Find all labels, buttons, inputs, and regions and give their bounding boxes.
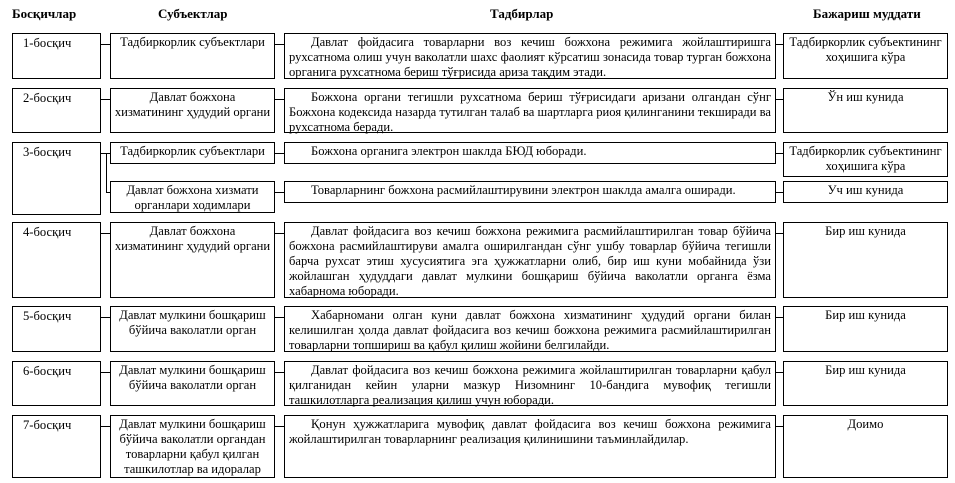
connector bbox=[275, 99, 284, 100]
stage-box: 5-босқич bbox=[12, 306, 101, 352]
connector bbox=[275, 192, 284, 193]
subject-box: Давлат божхона хизматининг ҳудудий органи bbox=[110, 88, 275, 133]
connector bbox=[776, 426, 783, 427]
action-box: Қонун ҳужжатларига мувофиқ давлат фойдасига воз кечиш божхона режимига жойлаштирилган товарларнинг реализация қилинишини таъминлайдилар. bbox=[284, 415, 776, 478]
deadline-box: Тадбиркорлик субъектининг хоҳишига кўра bbox=[783, 33, 948, 79]
header-deadline: Бажариш муддати bbox=[813, 6, 921, 21]
action-box: Давлат фойдасига воз кечиш божхона режимига расмийлаштирилган товар бўйича божхона расмийлаштируви амалга оширилгандан сўнг ушбу товарлар бўйича тегишли барча рухсат этиш хусусиятига эга ҳужжатларни олиб, бир иш куни мобайнида ўзи жойлашган ҳудуддаги давлат мулкини бошқариш бўйича ваколатли органга ёзма хабарнома юборади. bbox=[284, 222, 776, 298]
connector bbox=[101, 317, 110, 318]
connector bbox=[101, 426, 110, 427]
deadline-box: Тадбиркорлик субъектининг хоҳишига кўра bbox=[783, 142, 948, 177]
subject-box: Давлат божхона хизматининг ҳудудий органи bbox=[110, 222, 275, 298]
subject-box: Давлат мулкини бошқариш бўйича ваколатли органдан товарларни қабул қилган ташкилотлар ва идоралар bbox=[110, 415, 275, 478]
action-box: Хабарномани олган куни давлат божхона хизматининг ҳудудий органи билан келишилган ҳолда давлат фойдасига воз кечиш божхона режимига расмийлаштирилган товарларни топшириш ва қабул қилиш жойини белгилайди. bbox=[284, 306, 776, 352]
stage-box: 2-босқич bbox=[12, 88, 101, 133]
header-subjects: Субъектлар bbox=[158, 6, 228, 21]
connector bbox=[106, 153, 107, 192]
action-box: Товарларнинг божхона расмийлаштирувини электрон шаклда амалга оширади. bbox=[284, 181, 776, 203]
subject-box: Давлат божхона хизмати органлари ходимлари bbox=[110, 181, 275, 213]
action-box: Божхона органи тегишли рухсатнома бериш тўғрисидаги аризани олгандан сўнг Божхона кодексида назарда тутилган талаб ва шартларга риоя қилинганини текширади ва рухсатнома беради. bbox=[284, 88, 776, 133]
deadline-box: Бир иш кунида bbox=[783, 222, 948, 298]
deadline-box: Бир иш кунида bbox=[783, 361, 948, 406]
connector bbox=[106, 192, 110, 193]
stage-box: 7-босқич bbox=[12, 415, 101, 478]
connector bbox=[275, 426, 284, 427]
header-actions: Тадбирлар bbox=[490, 6, 554, 21]
connector bbox=[101, 44, 110, 45]
subject-box: Давлат мулкини бошқариш бўйича ваколатли орган bbox=[110, 306, 275, 352]
connector bbox=[101, 233, 110, 234]
connector bbox=[776, 233, 783, 234]
connector bbox=[776, 192, 783, 193]
connector bbox=[776, 44, 783, 45]
connector bbox=[776, 317, 783, 318]
deadline-box: Уч иш кунида bbox=[783, 181, 948, 203]
connector bbox=[776, 372, 783, 373]
stage-box: 4-босқич bbox=[12, 222, 101, 298]
deadline-box: Бир иш кунида bbox=[783, 306, 948, 352]
stage-box: 3-босқич bbox=[12, 142, 101, 215]
deadline-box: Доимо bbox=[783, 415, 948, 478]
connector bbox=[101, 372, 110, 373]
action-box: Божхона органига электрон шаклда БЮД юборади. bbox=[284, 142, 776, 164]
subject-box: Давлат мулкини бошқариш бўйича ваколатли орган bbox=[110, 361, 275, 406]
connector bbox=[275, 372, 284, 373]
stage-box: 1-босқич bbox=[12, 33, 101, 79]
action-box: Давлат фойдасига воз кечиш божхона режимига жойлаштирилган товарларни қабул қилганидан кейин уларни мазкур Низомнинг 10-бандига мувофиқ тегишли ташкилотларга реализация қилиш учун юборади. bbox=[284, 361, 776, 406]
header-stages: Босқичлар bbox=[12, 6, 77, 21]
connector bbox=[776, 153, 783, 154]
connector bbox=[275, 317, 284, 318]
deadline-box: Ўн иш кунида bbox=[783, 88, 948, 133]
connector bbox=[275, 233, 284, 234]
stage-box: 6-босқич bbox=[12, 361, 101, 406]
action-box: Давлат фойдасига товарларни воз кечиш божхона режимига жойлаштиришга рухсатнома олиш учун ваколатли шахс фаолият кўрсатиш зонасида товар турган божхона органига рухсатнома бериш тўғрисида ариза тақдим этади. bbox=[284, 33, 776, 79]
connector bbox=[776, 99, 783, 100]
connector bbox=[101, 99, 110, 100]
connector bbox=[275, 153, 284, 154]
connector bbox=[275, 44, 284, 45]
subject-box: Тадбиркорлик субъектлари bbox=[110, 142, 275, 164]
subject-box: Тадбиркорлик субъектлари bbox=[110, 33, 275, 79]
